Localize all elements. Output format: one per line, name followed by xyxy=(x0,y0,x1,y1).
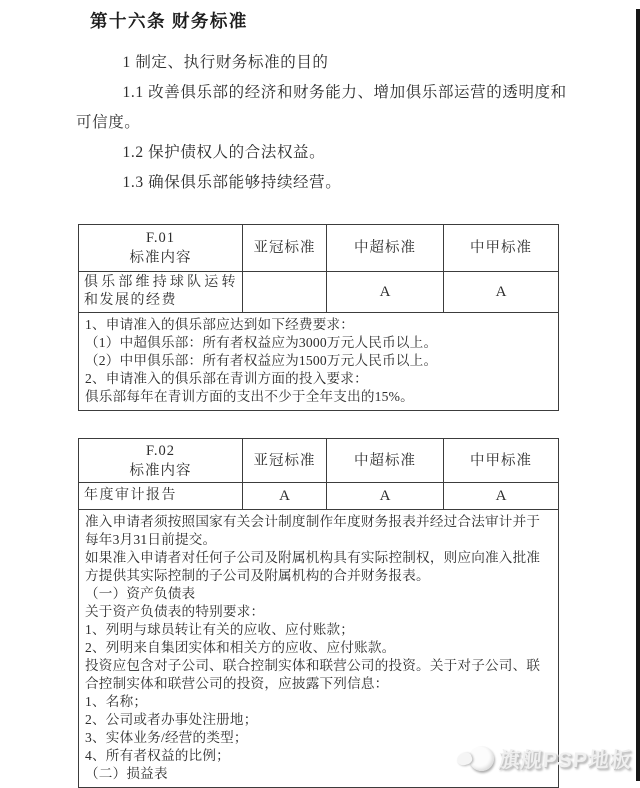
table-f01-notes-row xyxy=(79,313,559,411)
article-heading: 第十六条 财务标准 xyxy=(90,11,248,31)
table-f02-data-row xyxy=(79,483,559,510)
note-line: 关于资产负债表的特别要求： xyxy=(85,604,265,619)
table-f01-col-csl: 中超标准 xyxy=(327,225,444,272)
table-f02-col-csl: 中超标准 xyxy=(327,439,444,483)
note-line: （二）损益表 xyxy=(85,766,168,781)
note-line: 2、公司或者办事处注册地； xyxy=(85,712,258,727)
table-f01-col-acl: 亚冠标准 xyxy=(243,225,327,272)
paragraph-purpose: 1 制定、执行财务标准的目的 xyxy=(122,54,329,71)
table-f02-col-league1: 中甲标准 xyxy=(444,439,559,483)
watermark-logo-icon xyxy=(457,744,495,774)
watermark xyxy=(457,744,632,774)
note-line: （2）中甲俱乐部：所有者权益应为1500万元人民币以上。 xyxy=(85,353,438,368)
table-f02-item: 年度审计报告 xyxy=(79,483,243,510)
note-line: 2、申请准入的俱乐部在青训方面的投入要求： xyxy=(85,371,368,386)
note-line: 如果准入申请者对任何子公司及附属机构具有实际控制权，则应向准入批准方提供其实际控制的子公司及附属机构的合并财务报表。 xyxy=(85,550,541,583)
scan-right-edge xyxy=(636,9,640,781)
note-line: 投资应包含对子公司、联合控制实体和联营公司的投资。关于对子公司、联合控制实体和联营公司的投资，应披露下列信息： xyxy=(85,658,541,691)
note-line: （1）中超俱乐部：所有者权益应为3000万元人民币以上。 xyxy=(85,335,438,350)
table-f02-col-acl: 亚冠标准 xyxy=(243,439,327,483)
note-line: 1、列明与球员转让有关的应收、应付账款； xyxy=(85,622,355,637)
table-f02-header-row xyxy=(79,439,559,483)
table-f02-code-cell xyxy=(79,439,243,483)
note-line: （一）资产负债表 xyxy=(85,586,196,601)
note-line: 1、名称； xyxy=(85,694,148,709)
note-line: 俱乐部每年在青训方面的支出不少于全年支出的15%。 xyxy=(85,389,414,404)
note-line: 1、申请准入的俱乐部应达到如下经费要求： xyxy=(85,317,355,332)
note-line: 准入申请者须按照国家有关会计制度制作年度财务报表并经过合法审计并于每年3月31日前提交。 xyxy=(85,514,541,547)
table-f01-value-acl xyxy=(243,272,327,313)
table-f01-notes xyxy=(79,313,559,411)
standard-table-f01 xyxy=(78,224,559,411)
table-f02-code: F.02 xyxy=(145,442,176,459)
table-f02-value-csl: A xyxy=(327,483,444,510)
table-f01-header-row xyxy=(79,225,559,272)
standard-table-f02 xyxy=(78,438,559,788)
paragraph-1-3: 1.3 确保俱乐部能够持续经营。 xyxy=(122,174,342,191)
table-f01-item: 俱乐部维持球队运转和发展的经费 xyxy=(79,272,243,313)
intro-paragraphs xyxy=(76,48,570,198)
paragraph-1-2: 1.2 保护债权人的合法权益。 xyxy=(122,144,326,161)
table-f01-value-league1: A xyxy=(444,272,559,313)
table-f02-value-league1: A xyxy=(444,483,559,510)
note-line: 4、所有者权益的比例； xyxy=(85,748,230,763)
table-f02-code-label: 标准内容 xyxy=(129,462,192,479)
table-f01-code-cell xyxy=(79,225,243,272)
note-line: 2、列明来自集团实体和相关方的应收、应付账款。 xyxy=(85,640,396,655)
table-f02-value-acl: A xyxy=(243,483,327,510)
note-line: 3、实体业务/经营的类型； xyxy=(85,730,248,745)
table-f01-col-league1: 中甲标准 xyxy=(444,225,559,272)
table-f01-data-row xyxy=(79,272,559,313)
watermark-text: 旗舰PSP地板 xyxy=(497,749,633,772)
table-f01-code: F.01 xyxy=(145,230,176,246)
table-f01-code-label: 标准内容 xyxy=(129,250,192,266)
table-f01-value-csl: A xyxy=(327,272,444,313)
paragraph-1-1: 1.1 改善俱乐部的经济和财务能力、增加俱乐部运营的透明度和可信度。 xyxy=(76,84,567,131)
